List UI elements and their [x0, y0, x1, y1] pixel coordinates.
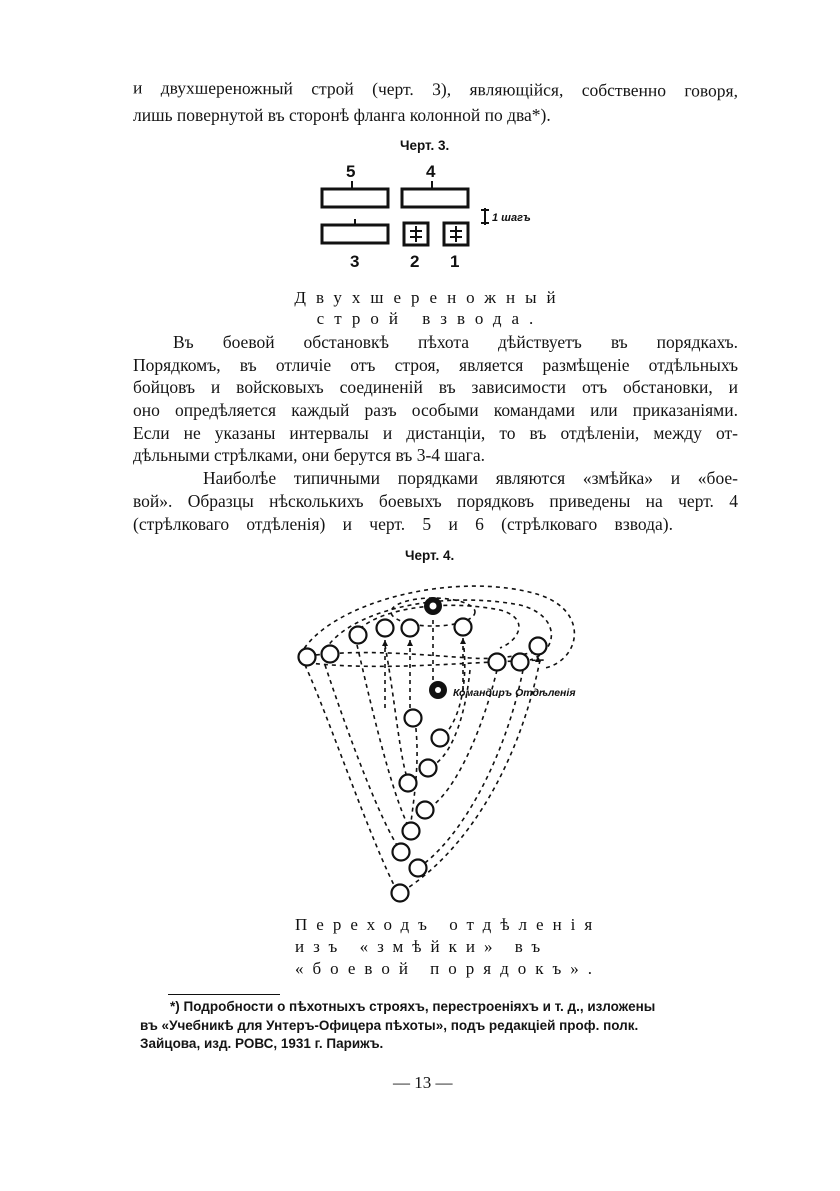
figure-3-caption-line-2: строй взвода.	[316, 309, 544, 328]
commander-marker-top	[424, 597, 442, 615]
figure-4-caption-line-2: изъ «змѣйки» въ	[295, 937, 550, 956]
page-number: — 13 —	[393, 1073, 453, 1092]
commander-marker	[429, 681, 447, 699]
soldier-circle	[420, 760, 437, 777]
fig3-label-2: 2	[410, 252, 420, 271]
soldier-circle	[393, 844, 410, 861]
soldier-circle	[530, 638, 547, 655]
body-p1-line-5: Если не указаны интервалы и дистанціи, то въ отдѣленіи, между от-	[133, 423, 738, 443]
soldier-circle	[400, 775, 417, 792]
body-p2-line-2: вой». Образцы нѣсколькихъ боевыхъ порядковъ приведены на черт. 4	[133, 491, 738, 511]
footnote-line-2: въ «Учебникѣ для Унтеръ-Офицера пѣхоты», подъ редакціей проф. полк.	[140, 1018, 639, 1033]
body-p1-line-4: оно опредѣляется каждый разъ особыми командами или приказаніями.	[133, 400, 738, 420]
fig3-label-1: 1	[450, 252, 460, 271]
soldier-circle	[489, 654, 506, 671]
soldier-circle	[410, 860, 427, 877]
body-p1-line-3: бойцовъ и войсковыхъ соединеній въ зависимости отъ обстановки, и	[133, 377, 738, 397]
intro-line-1: и двухшереножный строй (черт. 3), являющійся, собственно говоря,	[132, 77, 739, 101]
soldier-circle	[402, 620, 419, 637]
soldier-circle	[350, 627, 367, 644]
step-label: 1 шагъ	[492, 212, 531, 224]
figure-4-caption-line-3: «боевой порядокъ».	[295, 959, 602, 978]
fig3-label-4: 4	[426, 162, 436, 181]
soldier-circle	[392, 885, 409, 902]
figure-3-title: Черт. 3.	[400, 138, 450, 153]
footnote-divider	[168, 994, 280, 995]
soldier-circle	[405, 710, 422, 727]
soldier-circle	[417, 802, 434, 819]
footnote-line-1: *) Подробности о пѣхотныхъ строяхъ, перестроеніяхъ и т. д., изложены	[170, 999, 656, 1014]
figure-4-caption-line-1: Переходъ отдѣленія	[295, 915, 602, 934]
figure-3-caption-line-1: Двухшереножный	[294, 288, 566, 307]
fig3-label-3: 3	[350, 252, 360, 271]
footnote-line-3: Зайцова, изд. РОВС, 1931 г. Парижъ.	[140, 1036, 384, 1051]
soldier-circle	[403, 823, 420, 840]
body-p1-line-1: Въ боевой обстановкѣ пѣхота дѣйствуетъ въ порядкахъ.	[173, 332, 738, 352]
soldier-circle	[512, 654, 529, 671]
fig3-label-5: 5	[346, 162, 356, 181]
commander-label: Командиръ Отдѣленія	[453, 687, 576, 699]
soldier-circle	[299, 649, 316, 666]
intro-line-2: лишь повернутой въ сторонѣ фланга колонной по два*).	[133, 105, 551, 125]
body-p1-line-6: дѣльными стрѣлками, они берутся въ 3-4 шага.	[133, 445, 485, 465]
soldier-circle	[432, 730, 449, 747]
soldier-circle	[377, 620, 394, 637]
body-p2-line-1: Наиболѣе типичными порядками являются «змѣйка» и «бое-	[203, 468, 738, 488]
figure-4-title: Черт. 4.	[405, 548, 455, 563]
body-p1-line-2: Порядкомъ, въ отличіе отъ строя, является размѣщеніе отдѣльныхъ	[133, 355, 738, 375]
soldier-circle	[322, 646, 339, 663]
body-p2-line-3: (стрѣлковаго отдѣленія) и черт. 5 и 6 (стрѣлковаго взвода).	[133, 514, 673, 534]
soldier-circle	[455, 619, 472, 636]
